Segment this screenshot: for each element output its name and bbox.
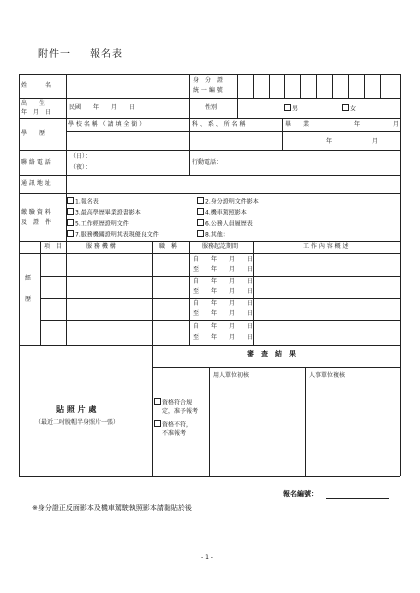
dob-value: 民國 年 月 日	[69, 104, 136, 111]
review-option-ineligible[interactable]: 資格不符，	[154, 420, 192, 429]
period-to-2: 至 年 月 日	[193, 288, 254, 295]
page-title: 報名表	[90, 49, 123, 60]
docs-label-line1: 繳 驗 資 料	[21, 209, 51, 216]
exp-header-item: 項 目	[44, 243, 63, 250]
checkbox-icon[interactable]	[154, 420, 161, 427]
gender-option-male[interactable]: 男	[284, 104, 298, 113]
checkbox-icon[interactable]	[197, 230, 204, 237]
review-option-eligible-line2: 定，准予報考	[162, 408, 199, 415]
id-label-line1: 身 分 證	[193, 77, 224, 84]
exp-header-title: 職 稱	[159, 243, 178, 250]
experience-label-line1: 經	[25, 275, 32, 282]
checkbox-icon[interactable]	[197, 197, 204, 204]
photo-area-label: 貼 照 片 處	[56, 405, 97, 414]
grad-month-unit-1: 月	[393, 121, 400, 128]
period-to-4: 至 年 月 日	[193, 334, 254, 341]
photo-area-note: （最近二吋脫帽半身照片一張）	[35, 419, 120, 426]
docs-label-line2: 及 證 件	[21, 219, 52, 226]
review-option-ineligible-line2: 不准報考	[162, 430, 187, 437]
grad-month-unit-2: 月	[372, 138, 379, 145]
checkbox-icon[interactable]	[67, 219, 74, 226]
period-from-3: 自 年 月 日	[193, 300, 254, 307]
registration-number-label: 報名編號：	[283, 490, 318, 498]
graduation-label: 畢 業	[285, 121, 310, 128]
checkbox-icon[interactable]	[197, 208, 204, 215]
phone-day-label: （日）：	[70, 153, 92, 160]
grad-year-unit-2: 年	[326, 138, 333, 145]
doc-item-2[interactable]: 2.身分證明文件影本	[197, 197, 259, 206]
review-option-eligible[interactable]: 資格符合規	[154, 398, 192, 407]
attachment-note: ※身分證正反面影本及機車駕駛執照影本請黏貼於後	[32, 504, 192, 512]
registration-number-field[interactable]	[326, 498, 389, 499]
address-label: 通 訊 地 址	[21, 180, 51, 187]
review-final-check: 人事單位複核	[309, 372, 346, 379]
checkbox-icon[interactable]	[67, 230, 74, 237]
annex-label: 附件一	[38, 49, 71, 60]
checkbox-icon[interactable]	[342, 104, 349, 111]
doc-item-4[interactable]: 4.機車駕照影本	[197, 208, 247, 217]
checkbox-icon[interactable]	[154, 398, 161, 405]
checkbox-icon[interactable]	[197, 219, 204, 226]
page-number: - 1 -	[201, 554, 213, 561]
period-to-3: 至 年 月 日	[193, 310, 254, 317]
doc-item-3[interactable]: 3.最高學歷畢業證書影本	[67, 208, 141, 217]
period-from-2: 自 年 月 日	[193, 278, 254, 285]
doc-item-8[interactable]: 8.其他：	[197, 230, 229, 239]
review-title: 審 查 結 果	[247, 350, 296, 358]
checkbox-icon[interactable]	[67, 208, 74, 215]
exp-header-duties: 工 作 內 容 概 述	[303, 243, 349, 250]
doc-item-1[interactable]: 1.報名表	[67, 197, 99, 206]
exp-header-org: 服 務 機 構	[86, 243, 116, 250]
phone-label: 聯 絡 電 話	[21, 159, 51, 166]
gender-label: 性別	[205, 104, 218, 111]
phone-night-label: （夜）：	[70, 164, 92, 171]
exp-header-period: 服務起訖期間	[202, 243, 239, 250]
dob-label-line1: 出 生	[21, 100, 46, 107]
department-label: 科 、 系 、 所 名 稱	[192, 121, 246, 128]
review-first-check: 用人單位初核	[213, 372, 250, 379]
school-name-label: 學 校 名 稱 （ 請 填 全 銜 ）	[68, 121, 146, 128]
doc-item-6[interactable]: 6.公務人員履歷表	[197, 219, 253, 228]
doc-item-7[interactable]: 7.服務機關證明其表現優良文件	[67, 230, 159, 239]
id-label-line2: 統 一 編 號	[193, 87, 223, 94]
name-label: 姓 名	[21, 82, 52, 89]
gender-option-female[interactable]: 女	[342, 104, 356, 113]
dob-label-line2: 年 月 日	[21, 109, 52, 116]
experience-label-line2: 歷	[25, 296, 32, 303]
period-from-1: 自 年 月 日	[193, 256, 254, 263]
checkbox-icon[interactable]	[67, 197, 74, 204]
checkbox-icon[interactable]	[284, 104, 291, 111]
period-to-1: 至 年 月 日	[193, 266, 254, 273]
grad-year-unit-1: 年	[354, 121, 361, 128]
period-from-4: 自 年 月 日	[193, 323, 254, 330]
doc-item-5[interactable]: 5.工作經歷證明文件	[67, 219, 129, 228]
education-label: 學 歷	[21, 130, 46, 137]
mobile-label: 行動電話：	[192, 159, 223, 166]
